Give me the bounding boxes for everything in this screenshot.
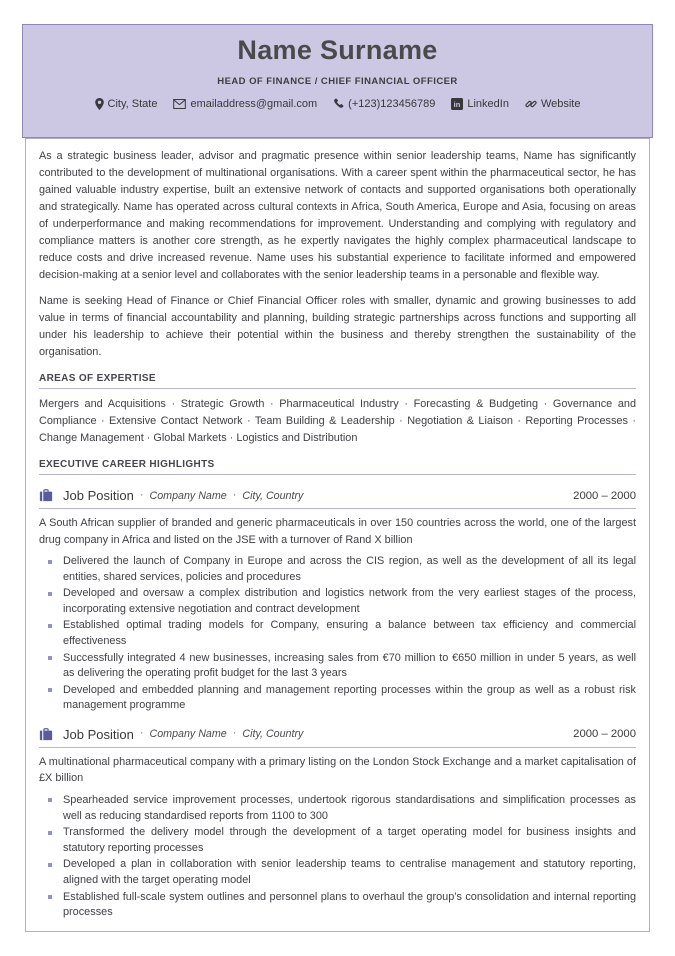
job-company: Company Name [149,728,227,741]
summary-paragraph-2: Name is seeking Head of Finance or Chief Financial Officer roles with smaller, dynamic and growing businesses to add value in terms of financial accountability and planning, building strategic partnerships across functions and supporting all under his leadership to achieve their potential within the business and thereby strengthen the sustainability of the organisation. [39,295,636,358]
svg-text:in: in [454,99,461,109]
contact-label: LinkedIn [467,97,509,110]
job-bullet-list [39,793,636,921]
job-dates: 2000 – 2000 [573,489,636,502]
briefcase-icon [39,728,53,741]
section-heading-expertise: AREAS OF EXPERTISE [39,373,636,389]
resume-body [25,138,650,932]
job-description: A South African supplier of branded and generic pharmaceuticals in over 150 countries across the world, one of the largest drug company in Africa and listed on the JSE with a turnover of Rand X billion [39,517,636,546]
section-heading-career: EXECUTIVE CAREER HIGHLIGHTS [39,459,636,475]
job-header [39,488,636,509]
job-header [39,727,636,748]
contact-linkedin[interactable] [451,98,509,110]
separator-dot: · [232,488,237,501]
candidate-name: Name Surname [237,35,438,65]
contact-phone[interactable] [333,98,435,110]
job-position: Job Position [63,726,134,742]
job-bullet-item: Successfully integrated 4 new businesses, increasing sales from €70 million to €650 million in under 5 years, as well as delivering the operating profit budget for the last 3 years [63,651,636,682]
job-bullet-item: Established optimal trading models for Company, ensuring a balance between tax efficiency and commercial effectiveness [63,618,636,649]
expertise-list: Mergers and Acquisitions · Strategic Growth · Pharmaceutical Industry · Forecasting & Budgeting · Governance and Compliance · Extensive Contact Network · Team Building & Leadership · Negotiation & Liaison · Reporting Processes · Change Management · Global Markets · Logistics and Distribution [39,398,636,444]
job-bullet-item: Developed a plan in collaboration with senior leadership teams to centralise management and statutory reporting, aligned with the target operating model [63,857,636,888]
linkedin-icon [451,98,463,110]
contact-label: City, State [107,97,158,110]
contact-location [95,98,158,110]
job-bullet-item: Developed and embedded planning and management reporting processes within the group as well as a robust risk management programme [63,683,636,714]
job-entry [39,727,636,921]
job-position: Job Position [63,488,134,503]
job-list [39,488,636,921]
summary-paragraph-1: As a strategic business leader, advisor and pragmatic presence within senior leadership teams, Name has significantly contributed to the development of multinational organisations. With a career spent within the pharmaceutical sector, he has gained valuable industry expertise, built an extensive network of contacts and supported organisations both operationally and strategically. Name has operated across cultural contexts in Africa, South America, Europe and Asia, focusing on areas of underperformance and making recommendations for improvement. Understanding and complying with regulatory and compliance matters is another core strength, as he expertly navigates the highly complex pharmaceutical landscape to reduce costs and drive increased revenue. Name uses his substantial experience to facilitate informed and empowered decision-making at a senior level and collaborates with the senior leadership teams in a personable and flexible way. [39,150,636,281]
job-description: A multinational pharmaceutical company with a primary listing on the London Stock Exchange and a market capitalisation of £X billion [39,755,636,785]
job-bullet-item: Delivered the launch of Company in Europe and across the CIS region, as well as the development of all its legal entities, shared services, policies and procedures [63,554,636,585]
contact-row [23,98,652,110]
contact-label: (+123)123456789 [348,97,436,110]
separator-dot: · [139,488,144,501]
job-bullet-item: Developed and oversaw a complex distribution and logistics network from the very earliest stages of the process, incorporating extensive negotiation and contract development [63,586,636,617]
job-bullet-item: Transformed the delivery model through the development of a target operating model for business insights and statutory reporting processes [63,825,636,856]
location-pin-icon [95,98,104,110]
job-company: Company Name [149,489,227,502]
contact-email[interactable] [173,98,317,110]
contact-label: Website [540,97,581,110]
job-bullet-item: Spearheaded service improvement processes, undertook rigorous standardisations and simplification processes as well as reducing standardised reports from 1100 to 300 [63,793,636,824]
candidate-title: HEAD OF FINANCE / CHIEF FINANCIAL OFFICER [217,75,458,87]
resume-header [22,24,653,138]
job-dates: 2000 – 2000 [573,728,636,741]
job-location: City, Country [242,489,304,502]
contact-website[interactable] [525,98,581,110]
briefcase-icon [39,489,53,502]
job-entry [39,488,636,714]
separator-dot: · [139,727,144,740]
job-bullet-item: Established full-scale system outlines and personnel plans to overhaul the group’s consolidation and internal reporting processes [63,890,636,921]
contact-label: emailaddress@gmail.com [190,97,318,110]
job-bullet-list [39,554,636,714]
phone-icon [333,98,344,109]
separator-dot: · [232,727,237,740]
job-location: City, Country [242,728,304,741]
link-icon [525,98,537,110]
envelope-icon [173,99,186,109]
